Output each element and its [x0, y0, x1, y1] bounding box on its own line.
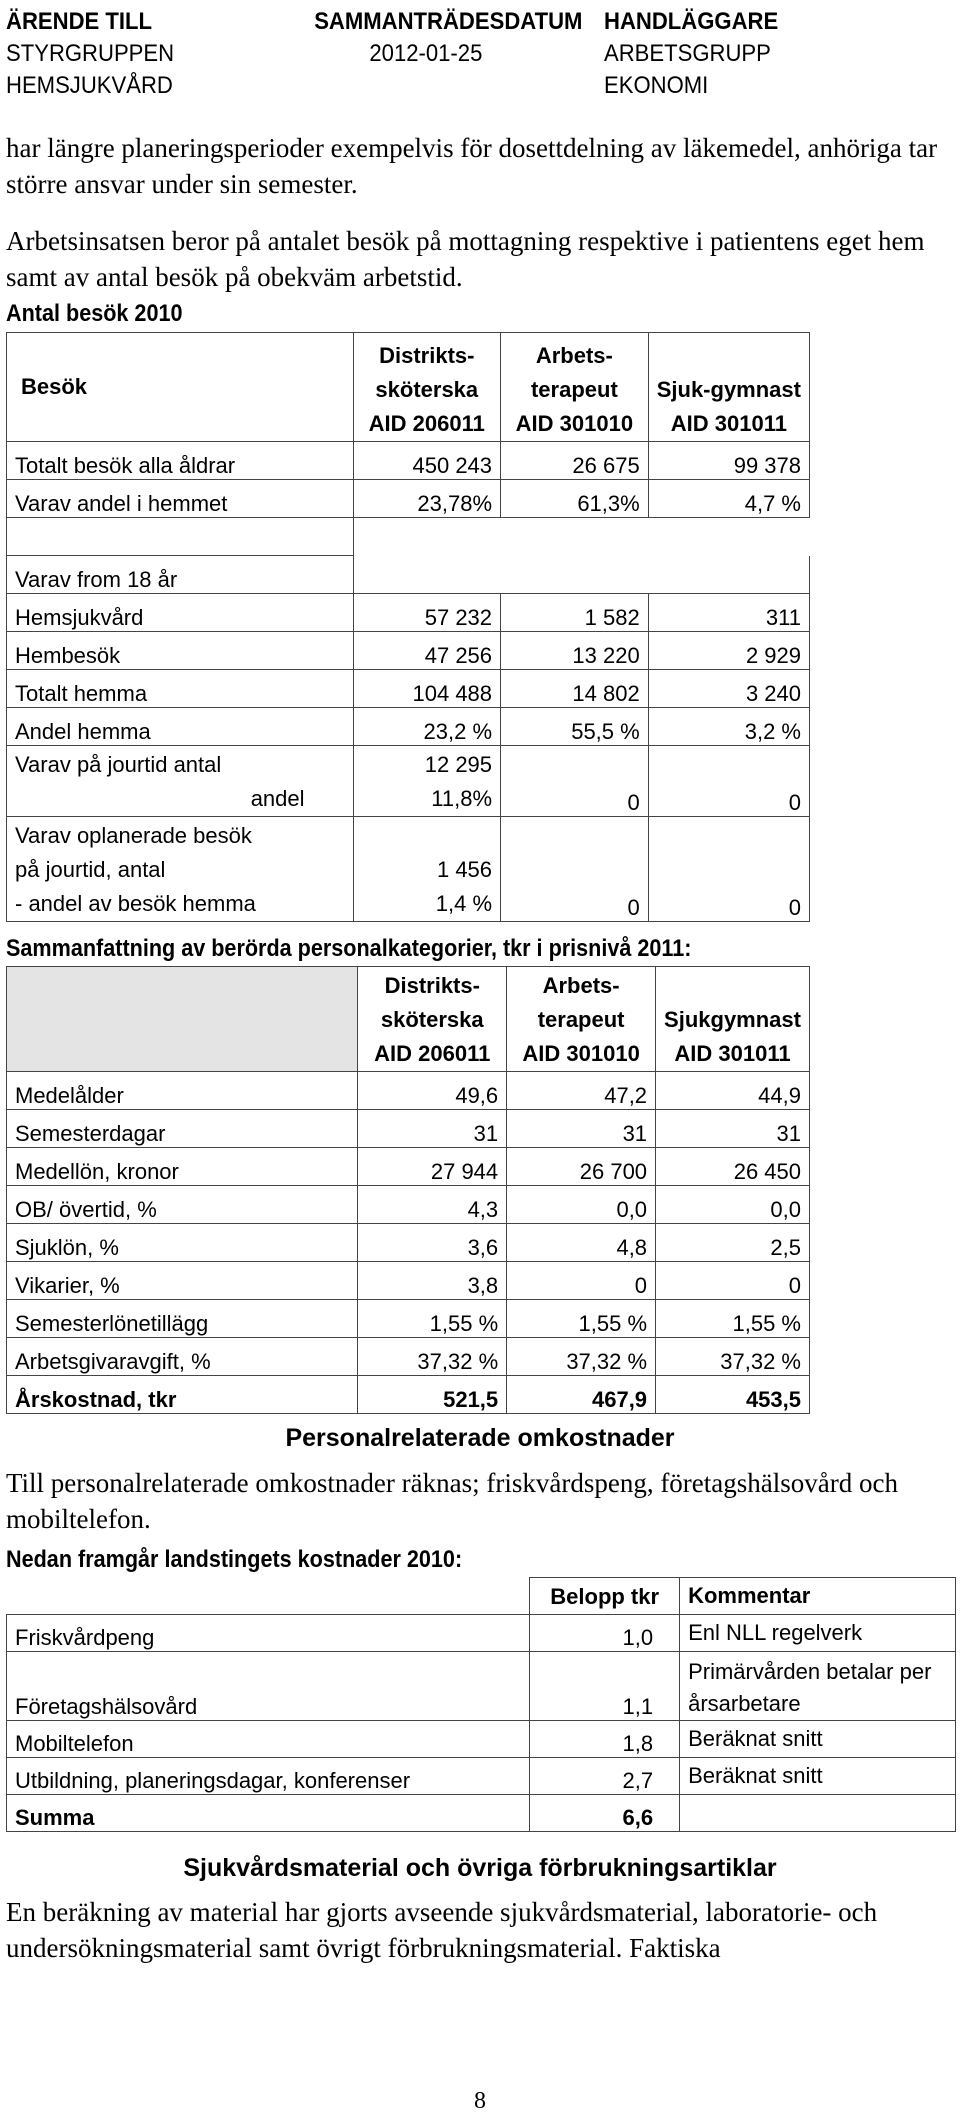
cell-value: 31 — [358, 1110, 507, 1148]
cell-value: 6,6 — [530, 1795, 680, 1832]
cell-value: 4,3 — [358, 1186, 507, 1224]
table-row — [7, 556, 810, 594]
empty-cell — [648, 556, 809, 594]
row-label — [7, 816, 354, 921]
empty-cell — [7, 518, 354, 556]
cell-value: 3,2 % — [648, 707, 809, 745]
table-row — [7, 1721, 956, 1758]
cell-value: 23,2 % — [353, 707, 501, 745]
personnel-summary-table — [6, 966, 810, 1414]
table-row-total — [7, 1795, 956, 1832]
table-header-row — [7, 1578, 956, 1615]
cell-value: 44,9 — [656, 1072, 810, 1110]
header-line: sköterska — [380, 1007, 484, 1032]
cell-value: 27 944 — [358, 1148, 507, 1186]
empty-cell — [353, 518, 501, 556]
header-line: Distrikts- — [384, 973, 480, 998]
cell-value: 3 240 — [648, 669, 809, 707]
row-label: Utbildning, planeringsdagar, konferenser — [7, 1758, 530, 1795]
cell-value: 1,8 — [530, 1721, 680, 1758]
table-row — [7, 745, 810, 816]
header-cell-besok: Besök — [7, 333, 354, 442]
empty-cell — [648, 518, 809, 556]
header-line: AID 301011 — [670, 411, 787, 436]
row-label: Arbetsgivaravgift, % — [7, 1338, 358, 1376]
cell-comment: Beräknat snitt — [680, 1758, 956, 1795]
cell-value: 0,0 — [507, 1186, 656, 1224]
table-row — [7, 1072, 810, 1110]
table-row-empty — [7, 518, 810, 556]
header-handler — [604, 6, 778, 102]
table-row — [7, 1262, 810, 1300]
table-row — [7, 1300, 810, 1338]
cell-value: 467,9 — [507, 1376, 656, 1414]
row-label: Friskvårdpeng — [7, 1615, 530, 1652]
cell-value: 31 — [656, 1110, 810, 1148]
cell-value: 0 — [501, 816, 649, 921]
header-cell-physiotherapist — [656, 967, 810, 1072]
row-label: Semesterdagar — [7, 1110, 358, 1148]
cell-value: 0 — [507, 1262, 656, 1300]
cell-value: 49,6 — [358, 1072, 507, 1110]
row-label — [7, 745, 354, 816]
header-cell-district-nurse — [353, 333, 501, 442]
cell-value: 55,5 % — [501, 707, 649, 745]
header-cell-empty — [7, 967, 358, 1072]
cell-value: 37,32 % — [507, 1338, 656, 1376]
county-costs-table — [6, 1577, 956, 1832]
empty-cell — [680, 1795, 956, 1832]
cell-value: 1 582 — [501, 593, 649, 631]
header-label: HANDLÄGGARE — [604, 8, 779, 35]
cell-value: 61,3% — [501, 480, 649, 518]
cell-line: 1,4 % — [435, 890, 493, 916]
cell-value: 99 378 — [648, 442, 809, 480]
header-line: sköterska — [375, 377, 479, 402]
cell-value: 4,7 % — [648, 480, 809, 518]
header-line: AID 301011 — [674, 1041, 791, 1066]
row-label: Summa — [7, 1795, 530, 1832]
header-cell-physiotherapist — [648, 333, 809, 442]
cell-value: 2,5 — [656, 1224, 810, 1262]
header-line: Arbets- — [535, 343, 613, 368]
summary-caption: Sammanfattning av berörda personalkategorier, tkr i prisnivå 2011: — [6, 935, 692, 962]
costs-caption: Nedan framgår landstingets kostnader 2010: — [6, 1546, 463, 1573]
cell-line: 1 456 — [436, 856, 493, 882]
header-line: AID 301010 — [515, 411, 634, 436]
visits-caption: Antal besök 2010 — [6, 300, 183, 327]
row-label: Medelålder — [7, 1072, 358, 1110]
row-label: Vikarier, % — [7, 1262, 358, 1300]
header-line: Distrikts- — [379, 343, 475, 368]
row-label: Sjuklön, % — [7, 1224, 358, 1262]
cell-value: 26 675 — [501, 442, 649, 480]
section-heading: Personalrelaterade omkostnader — [285, 1424, 675, 1452]
cell-value — [353, 745, 501, 816]
header-line: AID 301010 — [522, 1041, 640, 1066]
cell-value: 13 220 — [501, 631, 649, 669]
page-number: 8 — [474, 2088, 486, 2114]
cell-value: 2,7 — [530, 1758, 680, 1795]
table-row — [7, 707, 810, 745]
cell-value: 1,55 % — [656, 1300, 810, 1338]
header-value: 2012-01-25 — [369, 40, 483, 67]
cell-value: 0,0 — [656, 1186, 810, 1224]
table-row — [7, 442, 810, 480]
cell-comment: Beräknat snitt — [680, 1721, 956, 1758]
intro-paragraph-2: Arbetsinsatsen beror på antalet besök på mottagning respektive i patientens eget hem samt av antal besök på obekväm arbetstid. — [6, 226, 925, 292]
cell-value: 14 802 — [501, 669, 649, 707]
row-label: OB/ övertid, % — [7, 1186, 358, 1224]
header-cell-occupational-therapist — [507, 967, 656, 1072]
cell-value: 26 450 — [656, 1148, 810, 1186]
header-line: AID 206011 — [368, 411, 485, 436]
row-label: Hembesök — [7, 631, 354, 669]
header-line: terapeut — [537, 1007, 625, 1032]
cell-value: 0 — [648, 816, 809, 921]
row-label-line: Varav oplanerade besök — [15, 822, 252, 848]
header-cell-amount: Belopp tkr — [530, 1578, 680, 1615]
cell-line: 12 295 — [424, 751, 493, 777]
table-row-total — [7, 1376, 810, 1414]
cell-value: 37,32 % — [656, 1338, 810, 1376]
material-paragraph: En beräkning av material har gjorts avseende sjukvårdsmaterial, laboratorie- och undersökningsmaterial samt övrigt förbrukningsmaterial. Faktiska — [6, 1897, 878, 1963]
header-cell-empty — [7, 1578, 530, 1615]
table-row — [7, 1110, 810, 1148]
row-label: Andel hemma — [7, 707, 354, 745]
cell-value: 3,6 — [358, 1224, 507, 1262]
row-label: Årskostnad, tkr — [7, 1376, 358, 1414]
row-label-line: - andel av besök hemma — [15, 890, 256, 916]
row-label: Varav from 18 år — [7, 556, 354, 594]
table-header-row — [7, 967, 810, 1072]
cell-comment — [680, 1652, 956, 1721]
header-cell-occupational-therapist — [501, 333, 649, 442]
table-row — [7, 1186, 810, 1224]
cell-value: 37,32 % — [358, 1338, 507, 1376]
table-row — [7, 1148, 810, 1186]
table-row — [7, 1758, 956, 1795]
header-line: terapeut — [530, 377, 618, 402]
cell-value: 1,55 % — [358, 1300, 507, 1338]
table-row — [7, 1652, 956, 1721]
row-label-line: andel — [250, 785, 305, 811]
empty-cell — [501, 556, 649, 594]
cell-value: 57 232 — [353, 593, 501, 631]
header-label: SAMMANTRÄDESDATUM — [314, 8, 583, 35]
header-recipient — [6, 6, 174, 102]
header-label: ÄRENDE TILL — [6, 8, 152, 35]
intro-paragraph-1: har längre planeringsperioder exempelvis för dosettdelning av läkemedel, anhöriga tar större ansvar under sin semester. — [6, 133, 938, 199]
table-row — [7, 816, 810, 921]
header-line: Sjuk-gymnast — [656, 377, 801, 402]
cell-value: 1,1 — [530, 1652, 680, 1721]
header-line: Arbets- — [542, 973, 620, 998]
row-label: Totalt hemma — [7, 669, 354, 707]
header-value: STYRGRUPPEN — [6, 40, 175, 67]
row-label: Hemsjukvård — [7, 593, 354, 631]
cell-value: 31 — [507, 1110, 656, 1148]
cell-comment: Enl NLL regelverk — [680, 1615, 956, 1652]
row-label: Varav andel i hemmet — [7, 480, 354, 518]
cell-value — [353, 816, 501, 921]
cell-value: 47 256 — [353, 631, 501, 669]
table-row — [7, 1224, 810, 1262]
cell-value: 4,8 — [507, 1224, 656, 1262]
table-row — [7, 480, 810, 518]
row-label: Medellön, kronor — [7, 1148, 358, 1186]
cell-line: årsarbetare — [688, 1691, 801, 1716]
row-label-line: på jourtid, antal — [15, 856, 166, 882]
cell-value: 0 — [656, 1262, 810, 1300]
row-label: Semesterlönetillägg — [7, 1300, 358, 1338]
cell-value: 1,55 % — [507, 1300, 656, 1338]
cell-value: 521,5 — [358, 1376, 507, 1414]
row-label: Företagshälsovård — [7, 1652, 530, 1721]
header-meeting-date — [314, 6, 582, 70]
row-label: Totalt besök alla åldrar — [7, 442, 354, 480]
cell-value: 3,8 — [358, 1262, 507, 1300]
header-line: AID 206011 — [374, 1041, 491, 1066]
cell-value: 311 — [648, 593, 809, 631]
table-row — [7, 1338, 810, 1376]
header-value: HEMSJUKVÅRD — [6, 72, 173, 99]
header-cell-district-nurse — [358, 967, 507, 1072]
row-label-line: Varav på jourtid antal — [15, 751, 222, 777]
table-header-row — [7, 333, 810, 442]
cell-value: 26 700 — [507, 1148, 656, 1186]
personnel-paragraph: Till personalrelaterade omkostnader räknas; friskvårdspeng, företagshälsovård och mobiltelefon. — [6, 1468, 898, 1534]
cell-value: 2 929 — [648, 631, 809, 669]
header-cell-comment: Kommentar — [680, 1578, 956, 1615]
table-row — [7, 593, 810, 631]
cell-value: 47,2 — [507, 1072, 656, 1110]
row-label: Mobiltelefon — [7, 1721, 530, 1758]
cell-value: 0 — [501, 745, 649, 816]
header-line: Sjukgymnast — [664, 1007, 801, 1032]
cell-line: 11,8% — [431, 785, 493, 811]
empty-cell — [501, 518, 649, 556]
header-value: EKONOMI — [604, 72, 709, 99]
empty-cell — [353, 556, 501, 594]
cell-value: 1,0 — [530, 1615, 680, 1652]
cell-value: 0 — [648, 745, 809, 816]
visits-table — [6, 332, 810, 922]
cell-line: Primärvården betalar per — [688, 1659, 932, 1684]
table-row — [7, 669, 810, 707]
header-value: ARBETSGRUPP — [604, 40, 771, 67]
table-row — [7, 1615, 956, 1652]
cell-value: 23,78% — [353, 480, 501, 518]
cell-value: 453,5 — [656, 1376, 810, 1414]
table-row — [7, 631, 810, 669]
cell-value: 104 488 — [353, 669, 501, 707]
section-heading: Sjukvårdsmaterial och övriga förbrukningsartiklar — [183, 1854, 777, 1882]
cell-value: 450 243 — [353, 442, 501, 480]
